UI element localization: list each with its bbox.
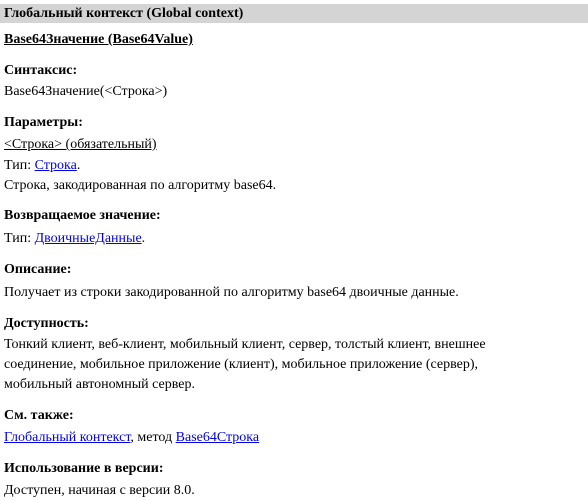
see-also-heading: См. также: [4,408,74,423]
returns-heading: Возвращаемое значение: [4,208,161,223]
params-heading: Параметры: [4,115,83,130]
description-heading: Описание: [4,262,72,277]
param-type-prefix: Тип: [4,158,35,173]
syntax-heading: Синтаксис: [4,63,78,78]
see-also-line [4,429,259,447]
version-text: Доступен, начиная с версии 8.0. [4,483,195,498]
description-text: Получает из строки закодированной по алгоритму base64 двоичные данные. [4,285,459,300]
param-type-link[interactable]: Строка [34,158,77,173]
page-title: Base64Значение (Base64Value) [4,32,193,47]
context-header-text: Глобальный контекст (Global context) [4,6,244,21]
see-also-middle: , метод [130,430,176,445]
returns-type-link[interactable]: ДвоичныеДанные [34,231,142,246]
syntax-text: Base64Значение(<Строка>) [4,84,168,99]
param-type-line [4,157,80,175]
version-heading: Использование в версии: [4,461,164,476]
availability-line: мобильный автономный сервер. [4,377,195,392]
returns-type-line [4,230,145,248]
context-header-bar [0,4,588,23]
availability-heading: Доступность: [4,316,89,331]
param-name: <Строка> (обязательный) [4,137,157,152]
returns-type-suffix: . [141,231,146,246]
returns-type-prefix: Тип: [4,231,35,246]
base64string-link[interactable]: Base64Строка [175,430,260,445]
availability-line: Тонкий клиент, веб-клиент, мобильный клиент, сервер, толстый клиент, внешнее [4,337,486,352]
global-context-link[interactable]: Глобальный контекст [4,430,131,445]
availability-line: соединение, мобильное приложение (клиент), мобильное приложение (сервер), [4,357,479,372]
param-type-suffix: . [76,158,81,173]
param-description: Строка, закодированная по алгоритму base64. [4,178,277,193]
